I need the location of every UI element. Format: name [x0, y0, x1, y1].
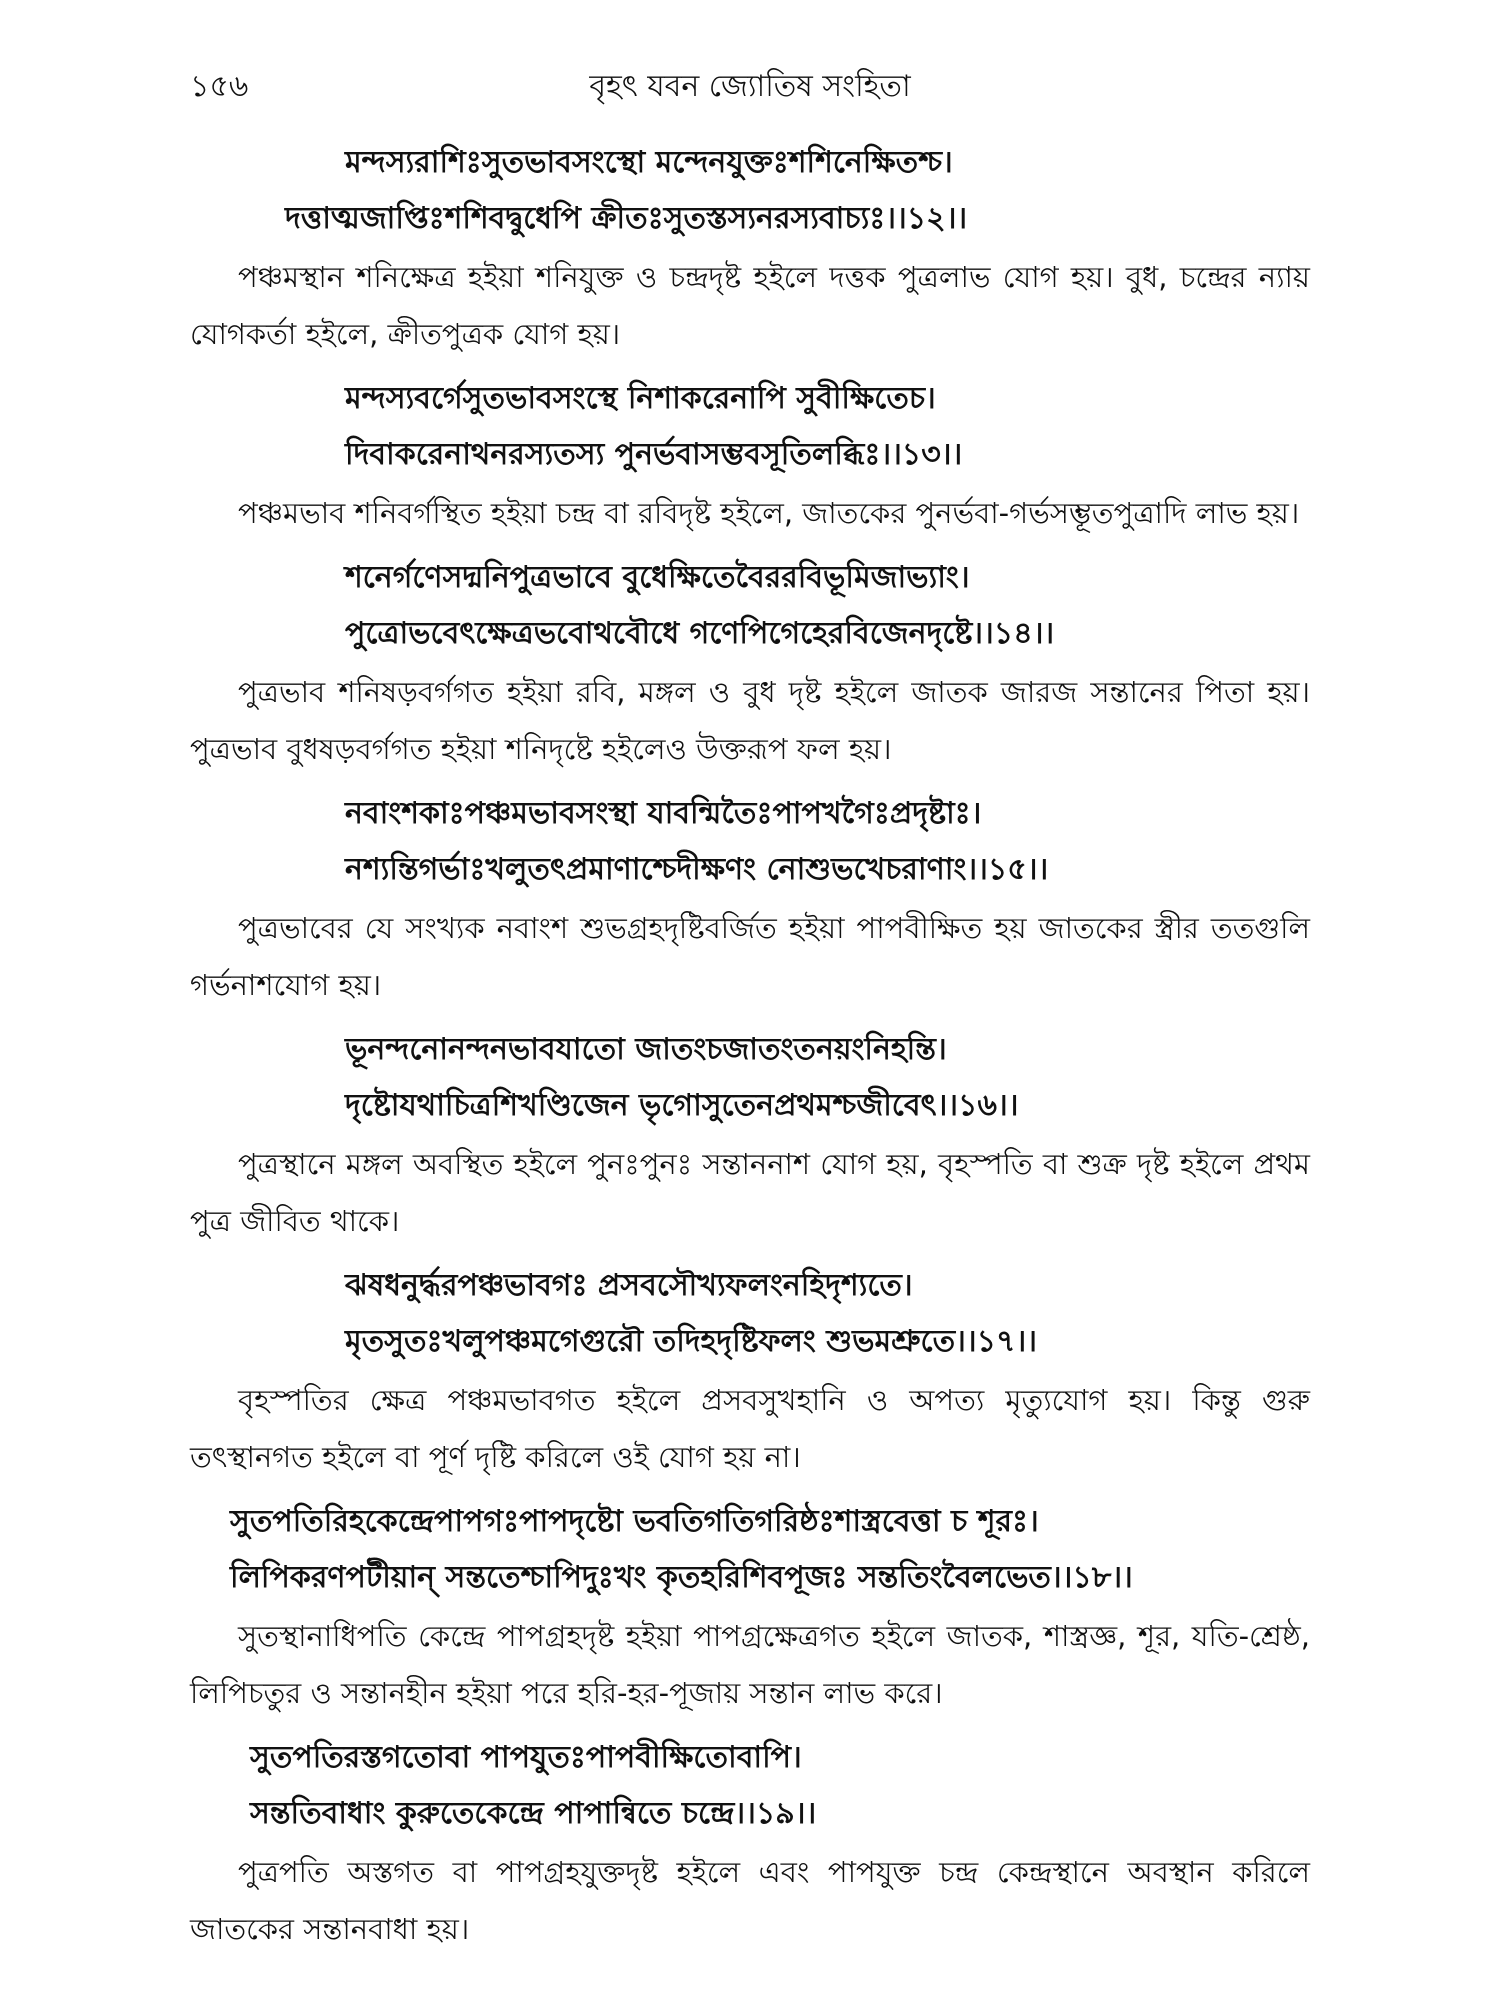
verse-line: নবাংশকাঃপঞ্চমভাবসংস্থা যাবন্মিতৈঃপাপখগৈঃপ্রদৃষ্টাঃ।: [345, 796, 982, 831]
verse-line: সুতপতিরস্তগতোবা পাপযুতঃপাপবীক্ষিতোবাপি।: [250, 1740, 802, 1775]
verse-line: সুতপতিরিহকেন্দ্রেপাপগঃপাপদৃষ্টো ভবতিগতিগরিষ্ঠঃশাস্ত্রবেত্তা চ শূরঃ।: [230, 1504, 1039, 1539]
verse-line: সন্ততিবাধাং কুরুতেকেন্দ্রে পাপান্বিতে চন্দ্রে।।১৯।।: [250, 1796, 817, 1831]
commentary-paragraph: পুত্রপতি অস্তগত বা পাপগ্রহযুক্তদৃষ্ট হইলে এবং পাপযুক্ত চন্দ্র কেন্দ্রস্থানে অবস্থান করিলে জাতকের সন্তানবাধা হয়।: [190, 1855, 1310, 1946]
verse-line: দৃষ্টোযথাচিত্রশিখণ্ডিজেন ভৃগোসুতেনপ্রথমশ্চজীবেৎ।।১৬।।: [345, 1088, 1019, 1123]
verse-block-17: [190, 1258, 1310, 1486]
verse-block-14: [190, 550, 1310, 778]
verse-block-12: [190, 135, 1310, 363]
running-title: বৃহৎ যবন জ্যোতিষ সংহিতা: [589, 69, 911, 104]
commentary-paragraph: সুতস্থানাধিপতি কেন্দ্রে পাপগ্রহদৃষ্ট হইয়া পাপগ্রক্ষেত্রগত হইলে জাতক, শাস্ত্রজ্ঞ, শূর, যতি-শ্রেষ্ঠ, লিপিচতুর ও সন্তানহীন হইয়া পরে হরি-হর-পূজায় সন্তান লাভ করে।: [190, 1619, 1310, 1710]
verse-line: শনের্গণেসদ্মনিপুত্রভাবে বুধেক্ষিতেবৈররবিভূমিজাভ্যাং।: [345, 560, 970, 595]
commentary-paragraph: পঞ্চমস্থান শনিক্ষেত্র হইয়া শনিযুক্ত ও চন্দ্রদৃষ্ট হইলে দত্তক পুত্রলাভ যোগ হয়। বুধ, চন্দ্রের ন্যায় যোগকর্তা হইলে, ক্রীতপুত্রক যোগ হয়।: [190, 260, 1310, 351]
verse-line: লিপিকরণপটীয়ান্ সন্ততেশ্চাপিদুঃখং কৃতহরিশিবপূজঃ সন্ততিংবৈলভেত।।১৮।।: [230, 1560, 1133, 1595]
verse-line: দত্তাত্মজাপ্তিঃশশিবদ্বুধেপি ক্রীতঃসুতস্তস্যনরস্যবাচ্যঃ।।১২।।: [285, 201, 968, 236]
page-header: [190, 62, 1310, 112]
commentary-paragraph: পুত্রভাব শনিষড়বর্গগত হইয়া রবি, মঙ্গল ও বুধ দৃষ্ট হইলে জাতক জারজ সন্তানের পিতা হয়। পুত্রভাব বুধষড়বর্গগত হইয়া শনিদৃষ্টে হইলেও উক্তরূপ ফল হয়।: [190, 675, 1310, 766]
page-content: [190, 135, 1310, 1966]
verse-block-16: [190, 1022, 1310, 1250]
commentary-paragraph: পঞ্চমভাব শনিবর্গস্থিত হইয়া চন্দ্র বা রবিদৃষ্ট হইলে, জাতকের পুনর্ভবা-গর্ভসম্ভূতপুত্রাদি লাভ হয়।: [238, 496, 1300, 530]
verse-line: পুত্রোভবেৎক্ষেত্রভবোথবৌধে গণেপিগেহেরবিজেনদৃষ্টে।।১৪।।: [345, 616, 1055, 651]
commentary-paragraph: পুত্রস্থানে মঙ্গল অবস্থিত হইলে পুনঃপুনঃ সন্তাননাশ যোগ হয়, বৃহস্পতি বা শুক্র দৃষ্ট হইলে প্রথম পুত্র জীবিত থাকে।: [190, 1147, 1310, 1238]
verse-block-13: [190, 371, 1310, 542]
verse-line: দিবাকরেনাথনরস্যতস্য পুনর্ভবাসম্ভবসূতিলব্ধিঃ।।১৩।।: [345, 437, 963, 472]
verse-line: ভূনন্দনোনন্দনভাবযাতো জাতংচজাতংতনয়ংনিহন্তি।: [345, 1032, 947, 1067]
verse-block-18: [190, 1494, 1310, 1722]
verse-line: মৃতসুতঃখলুপঞ্চমগেগুরৌ তদিহদৃষ্টিফলং শুভমশ্রুতে।।১৭।।: [345, 1324, 1038, 1359]
verse-block-15: [190, 786, 1310, 1014]
verse-block-19: [190, 1730, 1310, 1958]
verse-line: ঝষধনুর্দ্ধরপঞ্চভাবগঃ প্রসবসৌখ্যফলংনহিদৃশ্যতে।: [345, 1268, 913, 1303]
commentary-paragraph: পুত্রভাবের যে সংখ্যক নবাংশ শুভগ্রহদৃষ্টিবর্জিত হইয়া পাপবীক্ষিত হয় জাতকের স্ত্রীর ততগুলি গর্ভনাশযোগ হয়।: [190, 911, 1310, 1002]
verse-line: মন্দস্যবর্গেসুতভাবসংস্থে নিশাকরেনাপি সুবীক্ষিতেচ।: [345, 381, 936, 416]
verse-line: মন্দস্যরাশিঃসুতভাবসংস্থো মন্দেনযুক্তঃশশিনেক্ষিতশ্চ।: [345, 145, 953, 180]
commentary-paragraph: বৃহস্পতির ক্ষেত্র পঞ্চমভাবগত হইলে প্রসবসুখহানি ও অপত্য মৃত্যুযোগ হয়। কিন্তু গুরু তৎস্থানগত হইলে বা পূর্ণ দৃষ্টি করিলে ওই যোগ হয় না।: [190, 1383, 1310, 1474]
page-number: ১৫৬: [190, 69, 249, 104]
verse-line: নশ্যন্তিগর্ভাঃখলুতৎপ্রমাণাশ্চেদীক্ষণং নোশুভখেচরাণাং।।১৫।।: [345, 852, 1049, 887]
